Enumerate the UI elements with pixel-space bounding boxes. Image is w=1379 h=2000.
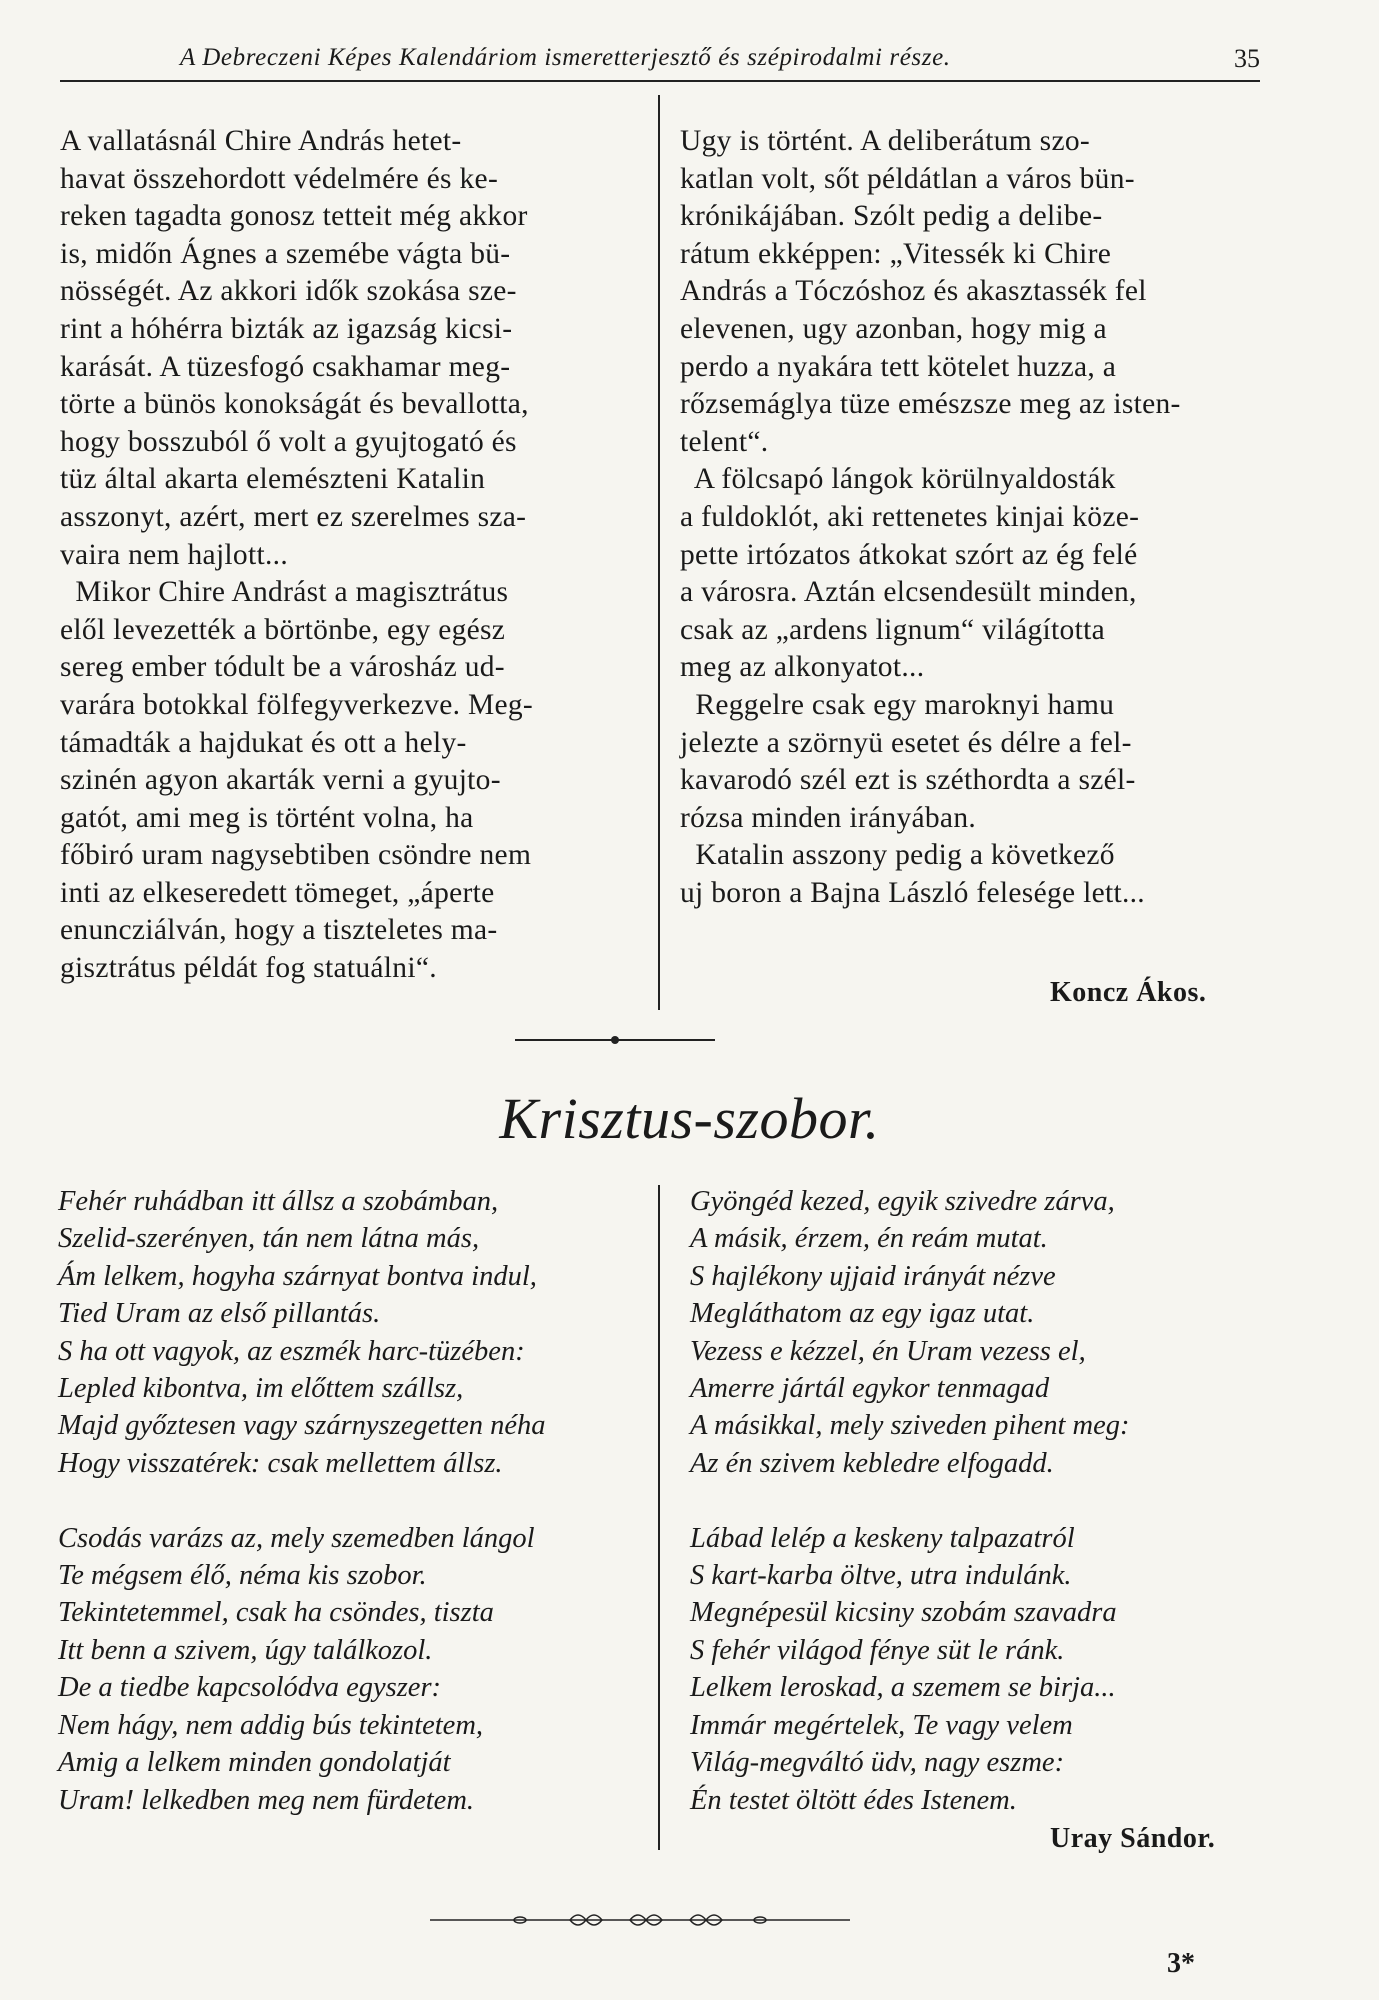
story-left-column: A vallatásnál Chire András hetet- havat összehordott védelmére és ke- reken tagadta gonosz tetteit még akkor is, midőn Ágnes a szemébe vágta bü- nösségét. Az akkori idők szokása sze- rint a hóhérra bizták az igazság kicsi- karását. A tüzesfogó csakhamar meg- törte a bünös konokságát és bevallotta, hogy bosszuból ő volt a gyujtogató és tüz által akarta elemészteni Katalin asszonyt, azért, mert ez szerelmes sza- vaira nem hajlott... Mikor Chire Andrást a magisztrátus elől levezették a börtönbe, egy egész sereg ember tódult be a városház ud- varára botokkal fölfegyverkezve. Meg- támadták a hajdukat és ott a hely- szinén agyon akarták verni a gyujto- gatót, ami meg is történt volna, ha főbiró uram nagysebtiben csöndre nem inti az elkeseredett tömeget, „áperte enuncziálván, hogy a tiszteletes ma- gisztrátus példát fog statuálni“. [60,125,534,985]
poem-column-divider [658,1185,660,1850]
poem-author: Uray Sándor. [1050,1823,1216,1854]
column-divider [658,95,660,1010]
poem-left-column: Fehér ruhádban itt állsz a szobámban, Szelid-szerényen, tán nem látna más, Ám lelkem, hogyha szárnyat bontva indul, Tied Uram az első pillantás. S ha ott vagyok, az eszmék harc-tüzében: Lepled kibontva, im előttem szállsz, Majd győztesen vagy szárnyszegetten néha Hogy visszatérek: csak mellettem állsz. Csodás varázs az, mely szemedben lángol Te mégsem élő, néma kis szobor. Tekintetemmel, csak ha csöndes, tiszta Itt benn a szivem, úgy találkozol. De a tiedbe kapcsolódva egyszer: Nem hágy, nem addig bús tekintetem, Amig a lelkem minden gondolatját Uram! lelkedben meg nem fürdetem. [58,1186,546,1816]
running-header [60,40,1260,82]
poem-title: Krisztus-szobor. [499,1086,880,1151]
poem-right-column: Gyöngéd kezed, egyik szivedre zárva, A másik, érzem, én reám mutat. S hajlékony ujjaid irányát nézve Megláthatom az egy igaz utat. Vezess e kézzel, én Uram vezess el, Amerre jártál egykor tenmagad A másikkal, mely sziveden pihent meg: Az én szivem kebledre elfogadd. Lábad lelép a keskeny talpazatról S kart-karba öltve, utra indulánk. Megnépesül kicsiny szobám szavadra S fehér világod fénye süt le ránk. Lelkem leroskad, a szemem se birja... Immár megértelek, Te vagy velem Világ-megváltó üdv, nagy eszme: Én testet öltött édes Istenem. [690,1186,1130,1816]
section-divider-ornament [515,1033,715,1047]
page-number: 35 [1234,44,1260,73]
story-author: Koncz Ákos. [1050,977,1207,1008]
printer-signature-mark: 3* [1167,1948,1195,1979]
story-right-column: Ugy is történt. A deliberátum szo- katlan volt, sőt példátlan a város bün- krónikájában. Szólt pedig a delibe- rátum ekképpen: „Vitessék ki Chire András a Tóczóshoz és akasztassék fel elevenen, ugy azonban, hogy mig a perdo a nyakára tett kötelet huzza, a rőzsemáglya tüze emészsze meg az isten- telent“. A fölcsapó lángok körülnyaldosták a fuldoklót, aki rettenetes kinjai köze- pette irtózatos átkokat szórt az ég felé a városra. Aztán elcsendesült minden, csak az „ardens lignum“ világította meg az alkonyatot... Reggelre csak egy maroknyi hamu jelezte a szörnyü esetet és délre a fel- kavarodó szél ezt is széthordta a szél- rózsa minden irányában. Katalin asszony pedig a következő uj boron a Bajna László felesége lett... [680,125,1181,909]
header-title: A Debreczeni Képes Kalendáriom ismeretterjesztő és szépirodalmi része. [180,44,951,71]
closing-ornament [430,1908,850,1932]
